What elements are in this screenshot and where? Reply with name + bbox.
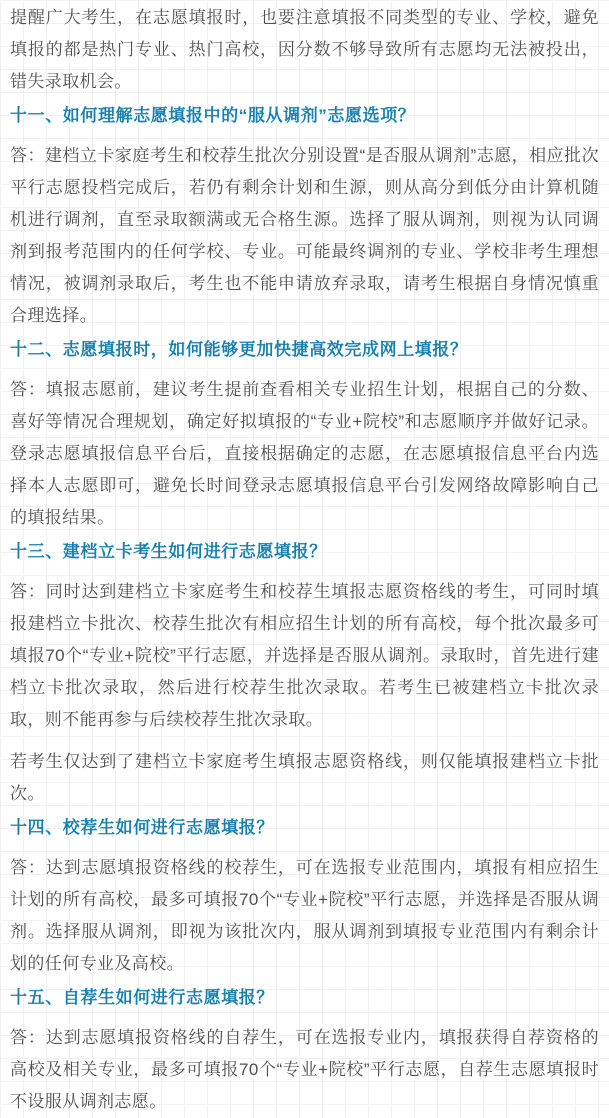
section-13-heading: 十三、建档立卡考生如何进行志愿填报？ [10, 542, 327, 561]
section-12-heading: 十二、志愿填报时，如何能够更加快捷高效完成网上填报？ [10, 340, 468, 359]
section-15-heading: 十五、自荐生如何进行志愿填报？ [10, 988, 274, 1007]
section-14-answer-paragraph: 答：达到志愿填报资格线的校荐生，可在选报专业范围内，填报有相应招生计划的所有高校，最多可填报70个“专业+院校”平行志愿，并选择是否服从调剂。选择服从调剂，即视为该批次内，服从调剂到填报专业范围内有剩余计划的任何专业及高校。 [10, 858, 599, 973]
section-15 [10, 982, 599, 1118]
section-12 [10, 334, 599, 534]
intro-paragraph: 提醒广大考生，在志愿填报时，也要注意填报不同类型的专业、学校，避免填报的都是热门专业、热门高校，因分数不够导致所有志愿均无法被投出，错失录取机会。 [10, 8, 599, 91]
section-11-answer-paragraph: 答：建档立卡家庭考生和校荐生批次分别设置“是否服从调剂”志愿，相应批次平行志愿投档完成后，若仍有剩余计划和生源，则从高分到低分由计算机随机进行调剂，直至录取额满或无合格生源。选择了服从调剂，则视为认同调剂到报考范围内的任何学校、专业。可能最终调剂的专业、学校非考生理想情况，被调剂录取后，考生也不能申请放弃录取，请考生根据自身情况慎重合理选择。 [10, 146, 599, 325]
section-13-answer-paragraph: 答：同时达到建档立卡家庭考生和校荐生填报志愿资格线的考生，可同时填报建档立卡批次、校荐生批次有相应招生计划的所有高校，每个批次最多可填报70个“专业+院校”平行志愿，并选择是否服从调剂。录取时，首先进行建档立卡批次录取，然后进行校荐生批次录取。若考生已被建档立卡批次录取，则不能再参与后续校荐生批次录取。 [10, 582, 599, 729]
section-15-answer-paragraph: 答：达到志愿填报资格线的自荐生，可在选报专业内，填报获得自荐资格的高校及相关专业，最多可填报70个“专业+院校”平行志愿，自荐生志愿填报时不设服从调剂志愿。 [10, 1028, 599, 1111]
section-14-heading: 十四、校荐生如何进行志愿填报？ [10, 818, 274, 837]
section-13-note-paragraph: 若考生仅达到了建档立卡家庭考生填报志愿资格线，则仅能填报建档立卡批次。 [10, 752, 599, 803]
section-11 [10, 100, 599, 332]
section-12-answer-paragraph: 答：填报志愿前，建议考生提前查看相关专业招生计划，根据自己的分数、喜好等情况合理规划，确定好拟填报的“专业+院校”和志愿顺序并做好记录。登录志愿填报信息平台后，直接根据确定的志愿，在志愿填报信息平台内选择本人志愿即可，避免长时间登录志愿填报信息平台引发网络故障影响自己的填报结果。 [10, 380, 599, 527]
section-11-heading: 十一、如何理解志愿填报中的“服从调剂”志愿选项？ [10, 106, 416, 125]
section-14 [10, 812, 599, 980]
section-13 [10, 536, 599, 810]
